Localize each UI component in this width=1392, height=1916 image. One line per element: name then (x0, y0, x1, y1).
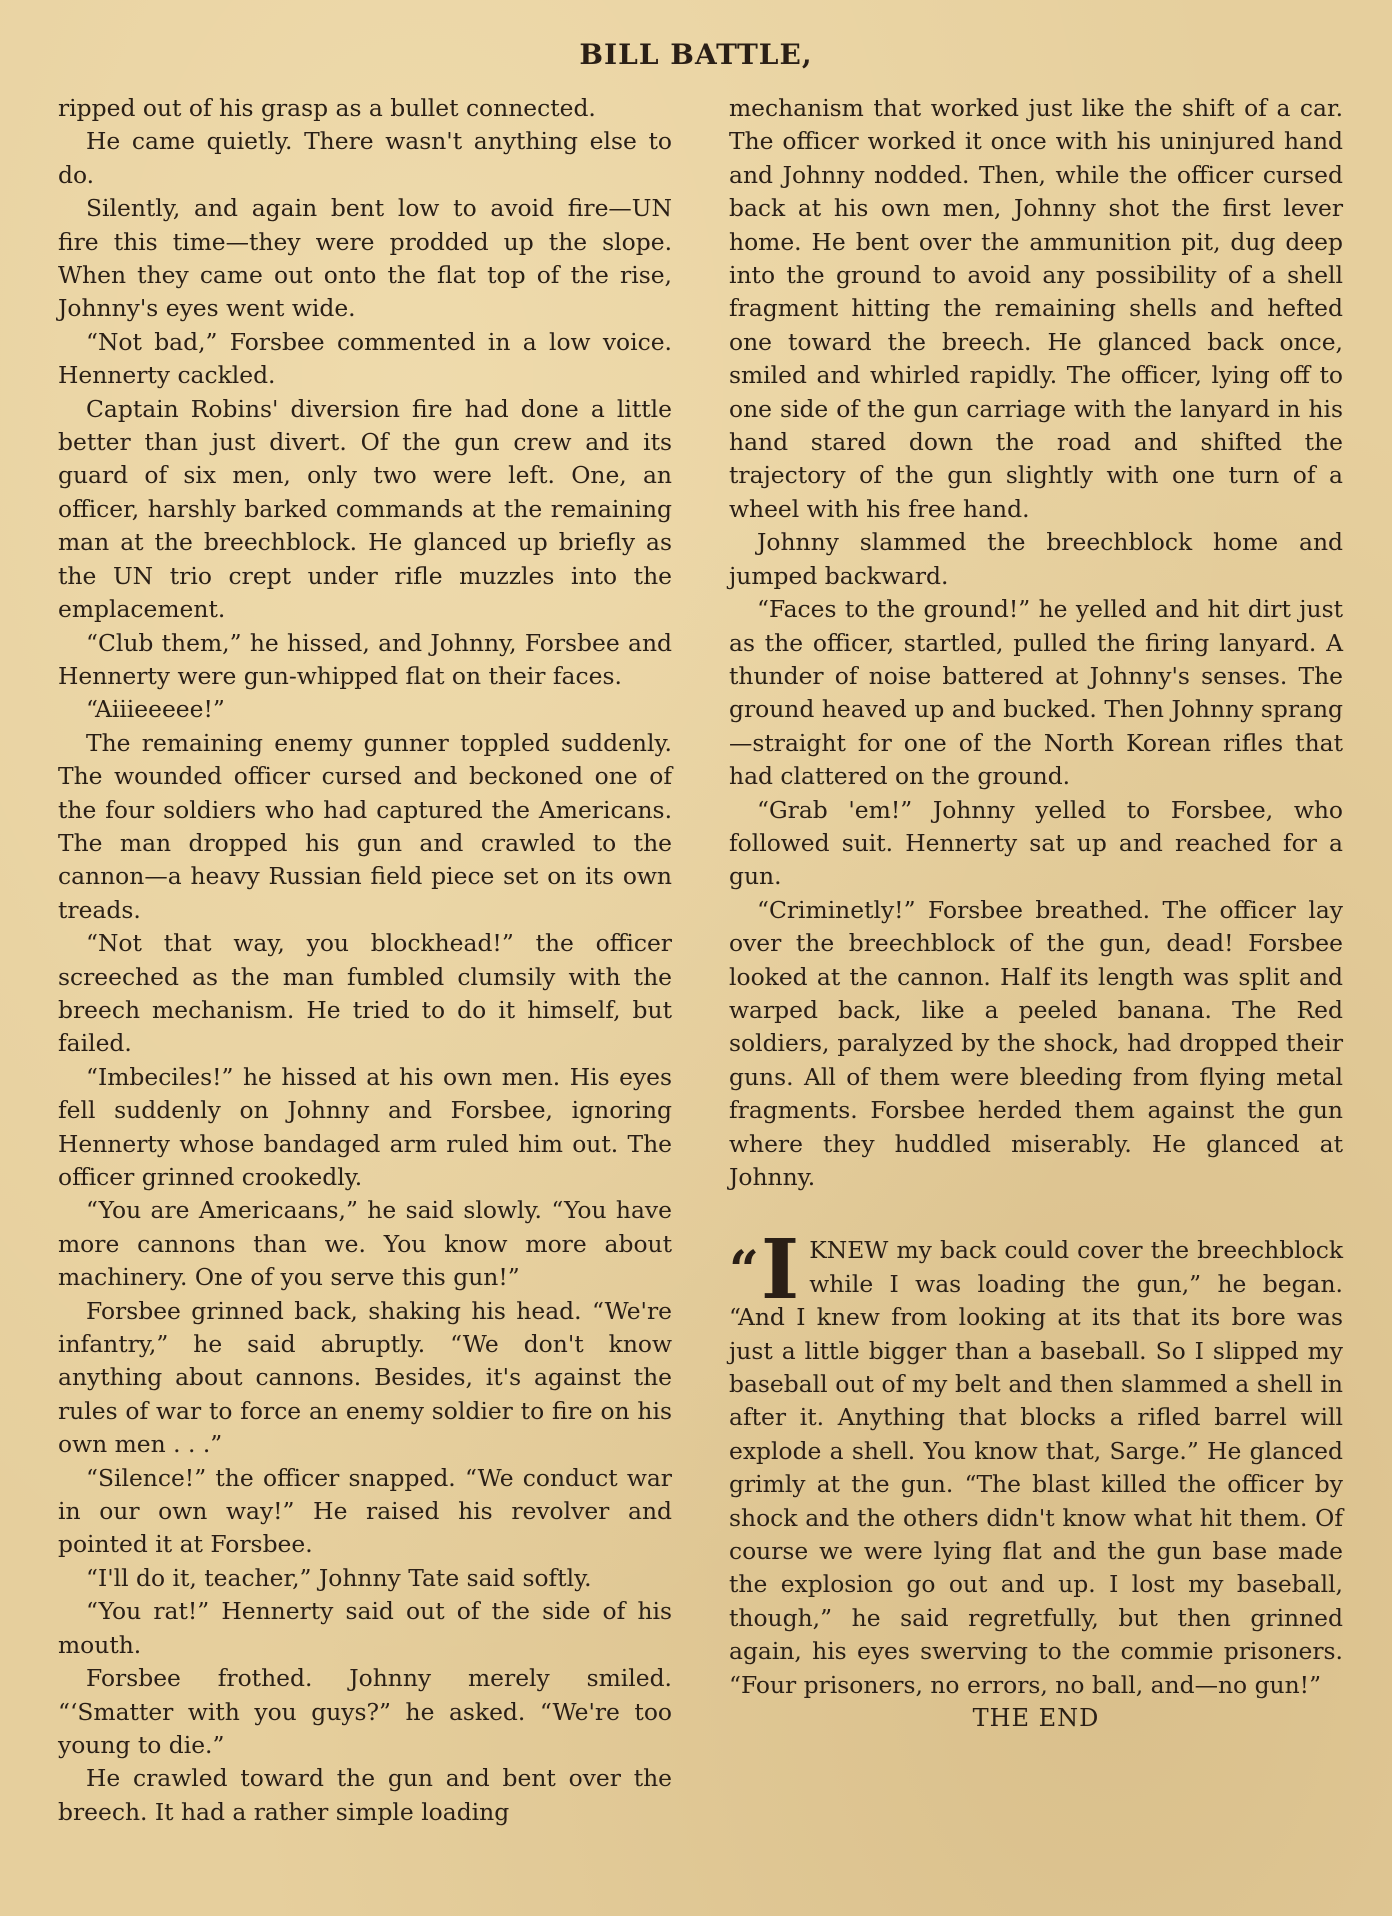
paragraph: “You rat!” Hennerty said out of the side of his mouth. (58, 1597, 672, 1659)
paragraph: “You are Americaans,” he said slowly. “You have more cannons than we. You know more about machinery. One of you serve this gun!” (58, 1196, 672, 1292)
paragraph: “Imbeciles!” he hissed at his own men. His eyes fell suddenly on Johnny and Forsbee, ignoring Hennerty whose bandaged arm ruled him out. The officer grinned crookedly. (58, 1062, 672, 1191)
paragraph: Johnny slammed the breechblock home and jumped backward. (729, 528, 1343, 590)
dropcap-letter: I (760, 1222, 800, 1319)
paragraph: “Grab 'em!” Johnny yelled to Forsbee, who followed suit. Hennerty sat up and reached for a gun. (729, 795, 1343, 891)
dropcap-paragraph-text: KNEW my back could cover the breechblock while I was loading the gun,” he began. “And I knew from looking at its that its bore was just a little bigger than a baseball. So I slipped my baseball out of my belt and then slammed a shell in after it. Anything that blocks a rifled barrel will explode a shell. You know that, Sarge.” He glanced grimly at the gun. “The blast killed the officer by shock and the others didn't know what hit them. Of course we were lying flat and the gun base made the explosion go out and up. I lost my baseball, though,” he said regretfully, but then grinned again, his eyes swerving to the commie prisoners. “Four prisoners, no errors, no ball, and—no gun!” (729, 1236, 1343, 1699)
dropcap (729, 1222, 800, 1319)
running-head: BILL BATTLE, (579, 38, 813, 71)
paragraph: mechanism that worked just like the shift of a car. The officer worked it once with his uninjured hand and Johnny nodded. Then, while the officer cursed back at his own men, Johnny shot the first lever home. He bent over the ammunition pit, dug deep into the ground to avoid any possibility of a shell fragment hitting the remaining shells and hefted one toward the breech. He glanced back once, smiled and whirled rapidly. The officer, lying off to one side of the gun carriage with the lanyard in his hand stared down the road and shifted the trajectory of the gun slightly with one turn of a wheel with his free hand. (729, 94, 1343, 523)
paragraph: ripped out of his grasp as a bullet connected. (58, 94, 596, 122)
paragraph: Captain Robins' diversion fire had done a little better than just divert. Of the gun crew and its guard of six men, only two were left. One, an officer, harshly barked commands at the remaining man at the breechblock. He glanced up briefly as the UN trio crept under rifle muzzles into the emplacement. (58, 394, 672, 624)
paragraph: “Club them,” he hissed, and Johnny, Forsbee and Hennerty were gun-whipped flat on their faces. (58, 628, 672, 690)
paragraph: “Silence!” the officer snapped. “We conduct war in our own way!” He raised his revolver and pointed it at Forsbee. (58, 1463, 672, 1559)
paragraph: “Not that way, you blockhead!” the officer screeched as the man fumbled clumsily with the breech mechanism. He tried to do it himself, but failed. (58, 929, 672, 1058)
paragraph: Silently, and again bent low to avoid fire—UN fire this time—they were prodded up the slope. When they came out onto the flat top of the rise, Johnny's eyes went wide. (58, 194, 672, 323)
paragraph: “I'll do it, teacher,” Johnny Tate said softly. (86, 1563, 592, 1592)
paragraph: Forsbee frothed. Johnny merely smiled. “‘Smatter with you guys?” he asked. “We're too young to die.” (58, 1664, 672, 1759)
the-end: THE END (972, 1704, 1100, 1733)
paragraph: “Aiiieeeee!” (86, 695, 225, 724)
paragraph: Forsbee grinned back, shaking his head. “We're infantry,” he said abruptly. “We don't know anything about cannons. Besides, it's against the rules of war to force an enemy soldier to fire on his own men . . .” (58, 1296, 672, 1459)
paragraph: “Faces to the ground!” he yelled and hit dirt just as the officer, startled, pulled the firing lanyard. A thunder of noise battered at Johnny's senses. The ground heaved up and bucked. Then Johnny sprang—straight for one of the North Korean rifles that had clattered on the ground. (729, 595, 1343, 791)
dropcap-quote-mark: “ (729, 1240, 759, 1302)
right-column (729, 92, 1343, 1736)
paragraph: He came quietly. There wasn't anything else to do. (58, 127, 672, 189)
paragraph: The remaining enemy gunner toppled suddenly. The wounded officer cursed and beckoned one of the four soldiers who had captured the Americans. The man dropped his gun and crawled to the cannon—a heavy Russian field piece set on its own treads. (58, 728, 672, 924)
paragraph: “Criminetly!” Forsbee breathed. The officer lay over the breechblock of the gun, dead! Forsbee looked at the cannon. Half its length was split and warped back, like a peeled banana. The Red soldiers, paralyzed by the shock, had dropped their guns. All of them were bleeding from flying metal fragments. Forsbee herded them against the gun where they huddled miserably. He glanced at Johnny. (729, 895, 1343, 1191)
paragraph: He crawled toward the gun and bent over the breech. It had a rather simple loading (58, 1764, 672, 1826)
left-column (58, 92, 672, 1829)
paragraph: “Not bad,” Forsbee commented in a low voice. Hennerty cackled. (58, 327, 672, 390)
dropcap-paragraph (729, 1222, 1343, 1702)
